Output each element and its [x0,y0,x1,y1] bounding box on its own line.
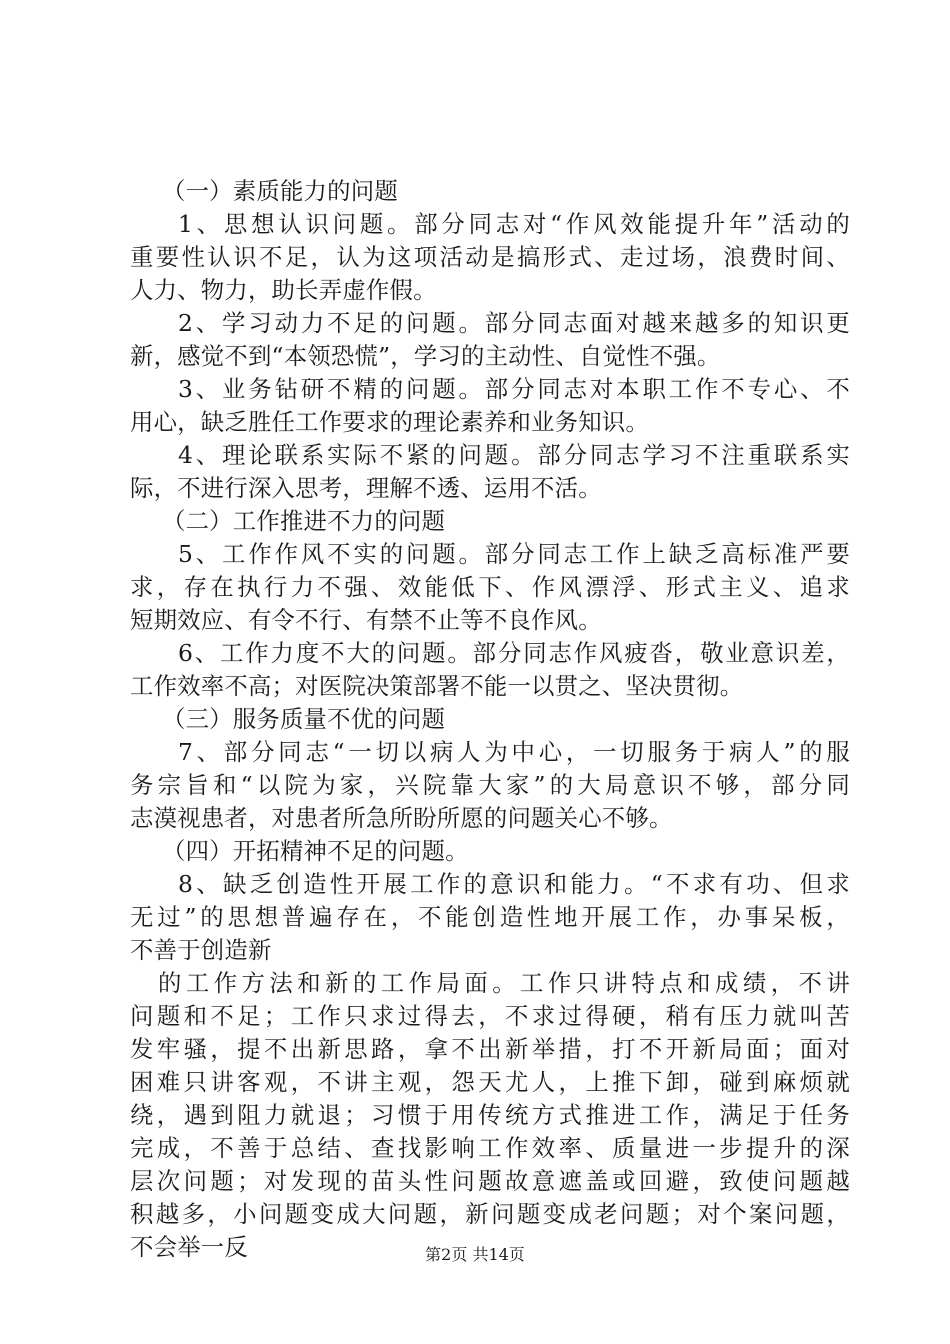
paragraph-line: 8、缺乏创造性开展工作的意识和能力。“不求有功、但求 [178,870,850,898]
paragraph-line: 发牢骚，提不出新思路，拿不出新举措，打不开新局面；面对 [130,1035,850,1063]
paragraph-line: 完成，不善于总结、查找影响工作效率、质量进一步提升的深 [130,1134,850,1162]
paragraph-line: 的工作方法和新的工作局面。工作只讲特点和成绩，不讲 [158,969,850,997]
paragraph-line: 重要性认识不足，认为这项活动是搞形式、走过场，浪费时间、 [130,243,850,271]
page-footer: 第2页 共14页 [425,1245,525,1264]
paragraph-line: 层次问题；对发现的苗头性问题故意遮盖或回避，致使问题越 [130,1167,850,1195]
section-heading-4: （四）开拓精神不足的问题。 [162,837,469,865]
paragraph-line: 3、业务钻研不精的问题。部分同志对本职工作不专心、不 [178,375,850,403]
paragraph-line: 新，感觉不到“本领恐慌”，学习的主动性、自觉性不强。 [130,342,721,370]
paragraph-line: 2、学习动力不足的问题。部分同志面对越来越多的知识更 [178,309,850,337]
paragraph-line: 7、部分同志“一切以病人为中心，一切服务于病人”的服 [178,738,850,766]
section-heading-1: （一）素质能力的问题 [162,177,398,205]
paragraph-line: 积越多，小问题变成大问题，新问题变成老问题；对个案问题， [130,1200,850,1228]
paragraph-line: 困难只讲客观，不讲主观，怨天尤人，上推下卸，碰到麻烦就 [130,1068,850,1096]
paragraph-line: 不会举一反 [130,1233,248,1261]
paragraph-line: 不善于创造新 [130,936,272,964]
paragraph-line: 4、理论联系实际不紧的问题。部分同志学习不注重联系实 [178,441,850,469]
paragraph-line: 无过”的思想普遍存在，不能创造性地开展工作，办事呆板， [130,903,850,931]
paragraph-line: 5、工作作风不实的问题。部分同志工作上缺乏高标准严要 [178,540,850,568]
section-heading-3: （三）服务质量不优的问题 [162,705,446,733]
paragraph-line: 际，不进行深入思考，理解不透、运用不活。 [130,474,602,502]
paragraph-line: 务宗旨和“以院为家，兴院靠大家”的大局意识不够，部分同 [130,771,850,799]
paragraph-line: 志漠视患者，对患者所急所盼所愿的问题关心不够。 [130,804,673,832]
paragraph-line: 问题和不足；工作只求过得去，不求过得硬，稍有压力就叫苦 [130,1002,850,1030]
paragraph-line: 人力、物力，助长弄虚作假。 [130,276,437,304]
paragraph-line: 短期效应、有令不行、有禁不止等不良作风。 [130,606,602,634]
paragraph-line: 用心，缺乏胜任工作要求的理论素养和业务知识。 [130,408,649,436]
paragraph-line: 绕，遇到阻力就退；习惯于用传统方式推进工作，满足于任务 [130,1101,850,1129]
document-body [130,175,850,1264]
paragraph-line: 工作效率不高；对医院决策部署不能一以贯之、坚决贯彻。 [130,672,744,700]
paragraph-line: 求，存在执行力不强、效能低下、作风漂浮、形式主义、追求 [130,573,850,601]
paragraph-line: 1、思想认识问题。部分同志对“作风效能提升年”活动的 [178,210,850,238]
paragraph-line: 6、工作力度不大的问题。部分同志作风疲沓，敬业意识差， [178,639,850,667]
section-heading-2: （二）工作推进不力的问题 [162,507,446,535]
